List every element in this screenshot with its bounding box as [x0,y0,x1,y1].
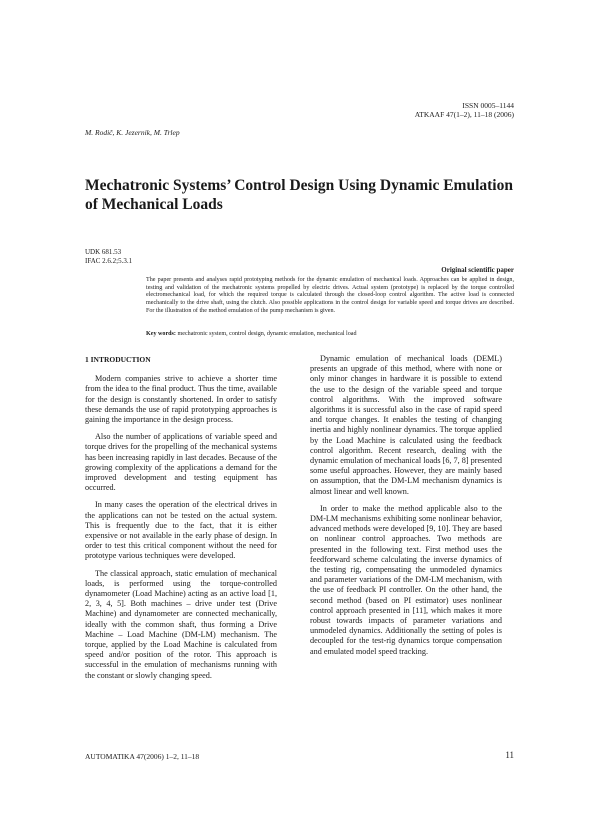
abstract: The paper presents and analyses rapid prototyping methods for the dynamic emulation of mechanical loads. Approaches can be applied in design, testing and validation of the mechatronic systems propelled by electric drives. Actual system (prototype) is replaced by the torque controlled electromechanical load, for which the required torque is calculated through the closed-loop control algorithm. The active load is connected mechanically to the drive shaft, using the clutch. Also possible applications in the control design for variable speed and torque drives are described. For the illustration of the method emulation of the pump mechanism is given. [146,277,514,314]
paragraph: Dynamic emulation of mechanical loads (DEML) presents an upgrade of this method, where with none or only minor changes in hardware it is possible to extend the use to the design of the variable speed and torque control algorithms. With the improved software algorithms it is successful also in the case of rapid speed and torque changes. It enables the testing of changing inertia and highly nonlinear dynamics. The torque applied by the Load Machine is calculated using the feedback control algorithm. Recent research, dealing with the dynamic emulation of mechanical loads [6, 7, 8] presented some useful approaches. However, they are mainly based on assumption, that the DM-LM mechanism dynamics is almost linear and well known. [310,354,502,496]
keywords-label: Key words: [146,331,176,337]
journal-issn-block [415,101,514,119]
page-number: 11 [505,750,514,760]
ifac-code: IFAC 2.6.2;5.3.1 [85,256,133,265]
left-column [85,352,277,688]
paragraph: Modern companies strive to achieve a shorter time from the idea to the final product. Thus the time, available for the design is constantly shortened. In order to satisfy these demands the use of rapid prototyping approaches is gaining the importance in the design process. [85,374,277,425]
keywords [146,331,514,337]
keywords-text: mechatronic system, control design, dynamic emulation, mechanical load [177,331,357,337]
paper-title: Mechatronic Systems’ Control Design Using Dynamic Emulation of Mechanical Loads [85,177,513,213]
authors: M. Rodič, K. Jezernik, M. Trlep [85,128,180,137]
paragraph: In many cases the operation of the electrical drives in the applications can not be tested on the actual system. This is frequently due to the fact, that it is either expensive or not available in the early phase of design. In order to test this critical component without the need for prototype various techniques were developed. [85,500,277,561]
footer-journal: AUTOMATIKA 47(2006) 1–2, 11–18 [85,752,200,761]
paragraph: Also the number of applications of variable speed and torque drives for the propelling of the mechanical systems has been increasing rapidly in last decades. Because of the growing complexity of the applications a demand for the improved development and testing equipment has occurred. [85,432,277,493]
classification-block [85,248,132,265]
right-column [310,354,502,664]
section-heading: 1 INTRODUCTION [85,355,151,364]
issn: ISSN 0005–1144 [462,101,514,110]
paragraph: The classical approach, static emulation of mechanical loads, is performed using the torque-controlled dynamometer (Load Machine) acting as an active load [1, 2, 3, 4, 5]. Both machines – drive under test (Drive Machine) and dynamometer are connected mechanically, ideally with the common shaft, thus forming a Drive Machine – Load Machine (DM-LM) mechanism. The torque, applied by the Load Machine is calculated from speed and/or position of the rotor. This approach is successful in the emulation of mechanisms running with the constant or slowly changing speed. [85,568,277,680]
paragraph: In order to make the method applicable also to the DM-LM mechanisms exhibiting some nonlinear behavior, advanced methods were developed [9, 10]. They are based on nonlinear control approaches. Two methods are presented in the following text. First method uses the feedforward scheme calculating the inverse dynamics of the testing rig, compensating the unmodeled dynamics and parameter variations of the DM-LM mechanism, with the use of feedback PI controller. On the other hand, the second method (based on PI estimator) uses nonlinear control approach presented in [11], which makes it more robust towards impacts of parameter variations and unmodeled dynamics. Additionally the setting of poles is decoupled for the test-rig dynamics torque compensation and emulated model speed tracking. [310,503,502,656]
journal-citation: ATKAAF 47(1–2), 11–18 (2006) [414,110,514,119]
udk-code: UDK 681.53 [85,248,122,256]
paper-type: Original scientific paper [441,266,514,274]
